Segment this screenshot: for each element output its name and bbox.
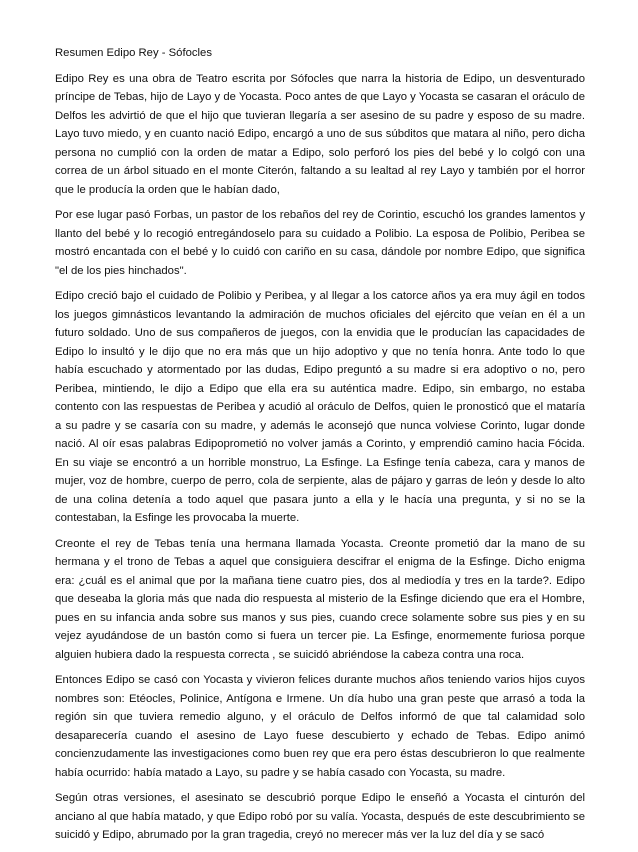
paragraph-6: Según otras versiones, el asesinato se descubrió porque Edipo le enseñó a Yocasta el cinturón del anciano al que había matado, y que Edipo robó por su valía. Yocasta, después de este descubrimiento se suicidó y Edipo, abrumado por la gran tragedia, creyó no merecer más ver la luz del día y se sacó [55, 792, 585, 841]
document-title: Resumen Edipo Rey - Sófocles [55, 47, 212, 59]
paragraph-1: Edipo Rey es una obra de Teatro escrita por Sófocles que narra la historia de Edipo, un desventurado príncipe de Tebas, hijo de Layo y de Yocasta. Poco antes de que Layo y Yocasta se casaran el oráculo de Delfos les advirtió de que el hijo que tuvieran llegaría a ser asesino de su padre y esposo de su madre. Layo tuvo miedo, y en cuanto nació Edipo, encargó a uno de sus súbditos que matara al niño, pero dicha persona no cumplió con la orden de matar a Edipo, solo perforó los pies del bebé y lo colgó con una correa de un árbol situado en el monte Citerón, faltando a su lealtad al rey Layo y también por el horror que le producía la orden que le habían dado, [55, 72, 585, 196]
paragraph-3: Edipo creció bajo el cuidado de Polibio y Peribea, y al llegar a los catorce años ya era muy ágil en todos los juegos gimnásticos levantando la admiración de muchos oficiales del ejército que veían en él a un futuro soldado. Uno de sus compañeros de juegos, con la envidia que le producían las capacidades de Edipo lo insultó y le dijo que no era más que un hijo adoptivo y que no tenía honra. Ante todo lo que había escuchado y atormentado por las dudas, Edipo preguntó a su madre si era adoptivo o no, pero Peribea, mintiendo, le dijo a Edipo que ella era su auténtica madre. Edipo, sin embargo, no estaba contento con las respuestas de Peribea y acudió al oráculo de Delfos, quien le pronosticó que el mataría a su padre y se casaría con su madre, y además le aconsejó que nunca volviese Corinto, lugar donde nació. Al oír esas palabras Edipoprometió no volver jamás a Corinto, y emprendió camino hacia Fócida. En su viaje se encontró a un horrible monstruo, La Esfinge. La Esfinge tenía cabeza, cara y manos de mujer, voz de hombre, cuerpo de perro, cola de serpiente, alas de pájaro y garras de león y desde lo alto de una colina detenía a todo aquel que pasara junto a ella y le hacía una pregunta, y si no se la contestaban, la Esfinge les provocaba la muerte. [55, 290, 585, 524]
document-page [55, 44, 585, 852]
paragraph-5: Entonces Edipo se casó con Yocasta y vivieron felices durante muchos años teniendo varios hijos cuyos nombres son: Etéocles, Polinice, Antígona e Irmene. Un día hubo una gran peste que arrasó a toda la región sin que tuviera remedio alguno, y el oráculo de Delfos informó de que tal calamidad solo desaparecería cuando el asesino de Layo fuese descubierto y echado de Tebas. Edipo animó concienzudamente las investigaciones como buen rey que era pero éstas descubrieron lo que realmente había ocurrido: había matado a Layo, su padre y se había casado con Yocasta, su madre. [55, 674, 585, 779]
paragraph-4: Creonte el rey de Tebas tenía una hermana llamada Yocasta. Creonte prometió dar la mano de su hermana y el trono de Tebas a aquel que consiguiera descifrar el enigma de la Esfinge. Dicho enigma era: ¿cuál es el animal que por la mañana tiene cuatro pies, dos al mediodía y tres en la tarde?. Edipo que deseaba la gloria más que nada dio respuesta al misterio de la Esfinge diciendo que era el Hombre, pues en su infancia anda sobre sus manos y sus pies, cuando crece solamente sobre sus pies y en su vejez ayudándose de un bastón como si fuera un tercer pie. La Esfinge, enormemente furiosa porque alguien hubiera dado la respuesta correcta , se suicidó abriéndose la cabeza contra una roca. [55, 537, 585, 661]
paragraph-2: Por ese lugar pasó Forbas, un pastor de los rebaños del rey de Corintio, escuchó los grandes lamentos y llanto del bebé y lo recogió entregándoselo para su cuidado a Polibio. La esposa de Polibio, Peribea se mostró encantada con el bebé y lo cuidó con cariño en su casa, dándole por nombre Edipo, que significa "el de los pies hinchados". [55, 209, 585, 277]
